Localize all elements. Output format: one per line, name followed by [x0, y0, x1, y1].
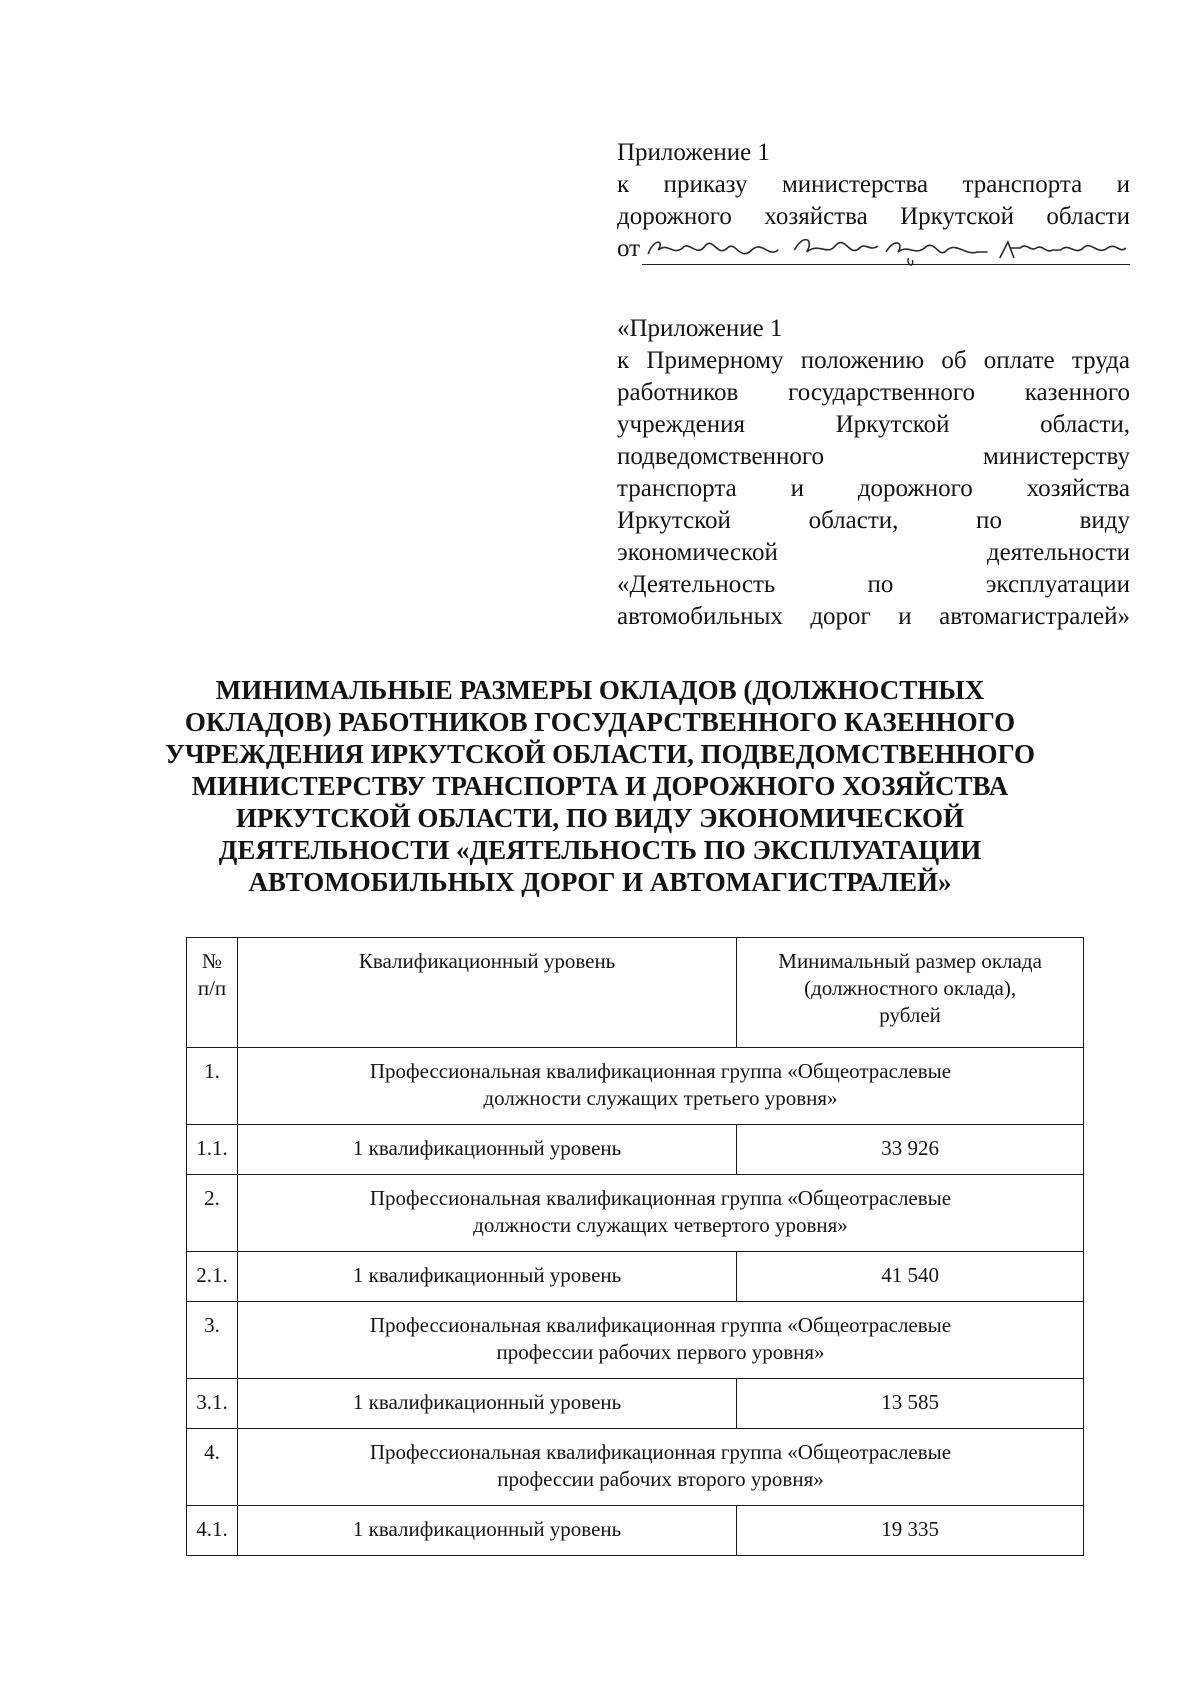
date-prefix: от — [617, 235, 641, 262]
table-row — [187, 1175, 1084, 1252]
group-title-line-2: профессии рабочих второго уровня» — [497, 1467, 824, 1491]
document-heading — [160, 674, 1040, 898]
group-title-line-2: профессии рабочих первого уровня» — [496, 1340, 825, 1364]
group-title-line-2: должности служащих четвертого уровня» — [473, 1213, 848, 1237]
heading-line-6: ДЕЯТЕЛЬНОСТИ «ДЕЯТЕЛЬНОСТЬ ПО ЭКСПЛУАТАЦИИ — [218, 835, 982, 865]
heading-line-4: МИНИСТЕРСТВУ ТРАНСПОРТА И ДОРОЖНОГО ХОЗЯЙСТВА — [191, 771, 1009, 801]
group-title — [237, 1302, 1083, 1379]
header-num-line-2: п/п — [197, 976, 227, 1000]
header-salary-line-3: рублей — [879, 1003, 941, 1027]
row-num: 4. — [187, 1429, 238, 1506]
table-row — [187, 1506, 1084, 1556]
heading-line-2: ОКЛАДОВ) РАБОТНИКОВ ГОСУДАРСТВЕННОГО КАЗЕННОГО — [184, 707, 1016, 737]
table-row — [187, 1429, 1084, 1506]
annex-regulation-line-6: Иркутской области, по виду — [617, 507, 1130, 534]
row-level: 1 квалификационный уровень — [237, 1125, 736, 1175]
row-level: 1 квалификационный уровень — [237, 1252, 736, 1302]
salary-table — [186, 937, 1084, 1556]
group-title-line-1: Профессиональная квалификационная группа «Общеотраслевые — [369, 1313, 952, 1337]
header-salary — [737, 938, 1084, 1048]
row-num: 3.1. — [187, 1379, 238, 1429]
annex-regulation-line-4: подведомственного министерству — [617, 443, 1130, 470]
group-title-line-1: Профессиональная квалификационная группа «Общеотраслевые — [369, 1186, 952, 1210]
table-header-row — [187, 938, 1084, 1048]
annex-order-line-1: к приказу министерства транспорта и — [617, 171, 1130, 198]
annex-order-line-2: дорожного хозяйства Иркутской области — [617, 203, 1130, 230]
row-salary: 13 585 — [737, 1379, 1084, 1429]
row-salary: 33 926 — [737, 1125, 1084, 1175]
row-num: 2.1. — [187, 1252, 238, 1302]
row-level: 1 квалификационный уровень — [237, 1379, 736, 1429]
header-salary-line-1: Минимальный размер оклада — [778, 949, 1042, 973]
annex-regulation-line-2: работников государственного казенного — [617, 379, 1130, 406]
header-level: Квалификационный уровень — [237, 938, 736, 1048]
annex-regulation-line-8: «Деятельность по эксплуатации — [617, 571, 1130, 598]
annex-regulation-line-9: автомобильных дорог и автомагистралей» — [617, 603, 1130, 630]
annex-order-date-line — [617, 233, 1130, 265]
group-title — [237, 1048, 1083, 1125]
group-title — [237, 1175, 1083, 1252]
handwritten-date-scribble-icon — [642, 228, 1130, 272]
table-row — [187, 1302, 1084, 1379]
header-num — [187, 938, 238, 1048]
annex-regulation-title: «Приложение 1 — [617, 315, 783, 342]
group-title-line-1: Профессиональная квалификационная группа «Общеотраслевые — [369, 1059, 952, 1083]
row-salary: 19 335 — [737, 1506, 1084, 1556]
table-row — [187, 1048, 1084, 1125]
group-title-line-2: должности служащих третьего уровня» — [483, 1086, 838, 1110]
row-num: 3. — [187, 1302, 238, 1379]
row-num: 1.1. — [187, 1125, 238, 1175]
row-num: 2. — [187, 1175, 238, 1252]
heading-line-5: ИРКУТСКОЙ ОБЛАСТИ, ПО ВИДУ ЭКОНОМИЧЕСКОЙ — [235, 803, 965, 833]
heading-line-1: МИНИМАЛЬНЫЕ РАЗМЕРЫ ОКЛАДОВ (ДОЛЖНОСТНЫХ — [215, 675, 985, 705]
header-salary-line-2: (должностного оклада), — [804, 976, 1017, 1000]
header-num-line-1: № — [201, 949, 222, 973]
row-salary: 41 540 — [737, 1252, 1084, 1302]
annex-regulation-line-5: транспорта и дорожного хозяйства — [617, 475, 1130, 502]
annex-regulation-line-7: экономической деятельности — [617, 539, 1130, 566]
heading-line-3: УЧРЕЖДЕНИЯ ИРКУТСКОЙ ОБЛАСТИ, ПОДВЕДОМСТВЕННОГО — [165, 739, 1035, 769]
handwritten-date — [642, 234, 1130, 265]
table-row — [187, 1252, 1084, 1302]
annex-regulation-block — [617, 313, 1130, 633]
table-row — [187, 1379, 1084, 1429]
row-level: 1 квалификационный уровень — [237, 1506, 736, 1556]
annex-order-title: Приложение 1 — [617, 139, 770, 166]
annex-regulation-line-1: к Примерному положению об оплате труда — [617, 347, 1130, 374]
annex-order-block — [617, 137, 1130, 265]
heading-line-7: АВТОМОБИЛЬНЫХ ДОРОГ И АВТОМАГИСТРАЛЕЙ» — [248, 867, 952, 897]
group-title-line-1: Профессиональная квалификационная группа «Общеотраслевые — [369, 1440, 952, 1464]
row-num: 1. — [187, 1048, 238, 1125]
row-num: 4.1. — [187, 1506, 238, 1556]
table-row — [187, 1125, 1084, 1175]
annex-regulation-line-3: учреждения Иркутской области, — [617, 411, 1130, 438]
group-title — [237, 1429, 1083, 1506]
